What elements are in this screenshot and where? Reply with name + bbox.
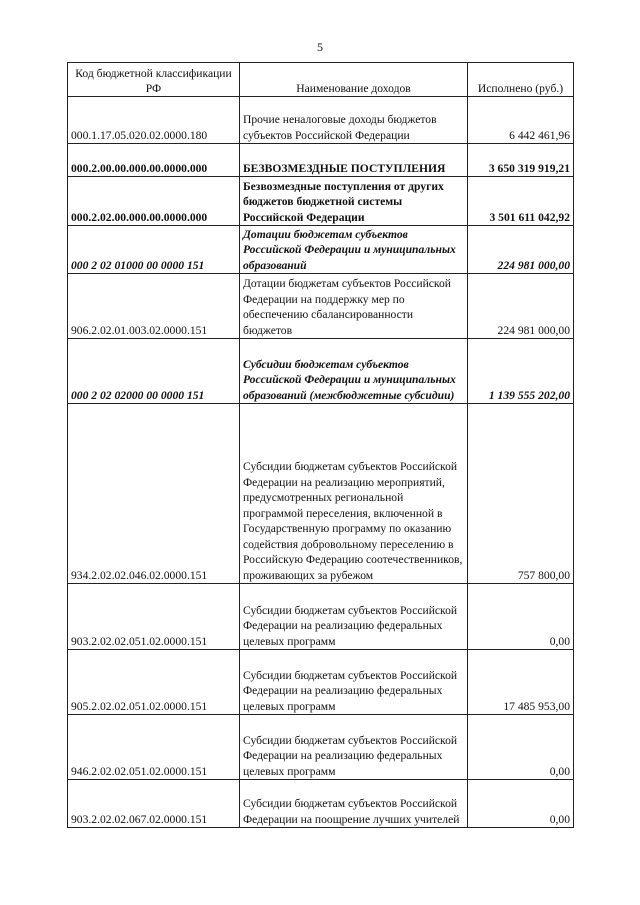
row-name: БЕЗВОЗМЕЗДНЫЕ ПОСТУПЛЕНИЯ (240, 144, 468, 177)
row-sum: 3 501 611 042,92 (468, 177, 574, 226)
row-sum: 0,00 (468, 584, 574, 650)
row-code: 000.2.00.00.000.00.0000.000 (68, 144, 240, 177)
row-name: Безвозмездные поступления от других бюджетов бюджетной системы Российской Федерации (240, 177, 468, 226)
row-sum: 0,00 (468, 715, 574, 780)
row-code: 000.1.17.05.020.02.0000.180 (68, 97, 240, 144)
row-sum: 1 139 555 202,00 (468, 339, 574, 404)
table-row (68, 274, 574, 339)
row-sum: 3 650 319 919,21 (468, 144, 574, 177)
row-code: 903.2.02.02.067.02.0000.151 (68, 780, 240, 828)
row-code: 934.2.02.02.046.02.0000.151 (68, 404, 240, 584)
row-code: 905.2.02.02.051.02.0000.151 (68, 650, 240, 715)
table-row (68, 97, 574, 144)
table-row (68, 650, 574, 715)
row-name: Субсидии бюджетам субъектов Российской Федерации и муниципальных образований (межбюджетные субсидии) (240, 339, 468, 404)
header-sum: Исполнено (руб.) (468, 63, 574, 97)
table-row (68, 226, 574, 274)
table-header-row (68, 63, 574, 97)
table-row (68, 584, 574, 650)
table-row (68, 404, 574, 584)
row-name: Дотации бюджетам субъектов Российской Федерации на поддержку мер по обеспечению сбалансированности бюджетов (240, 274, 468, 339)
row-name: Прочие неналоговые доходы бюджетов субъектов Российской Федерации (240, 97, 468, 144)
row-code: 000 2 02 02000 00 0000 151 (68, 339, 240, 404)
row-name: Субсидии бюджетам субъектов Российской Федерации на реализацию федеральных целевых программ (240, 584, 468, 650)
row-name: Субсидии бюджетам субъектов Российской Федерации на поощрение лучших учителей (240, 780, 468, 828)
row-code: 903.2.02.02.051.02.0000.151 (68, 584, 240, 650)
table-row (68, 339, 574, 404)
row-sum: 0,00 (468, 780, 574, 828)
row-sum: 757 800,00 (468, 404, 574, 584)
row-code: 000 2 02 01000 00 0000 151 (68, 226, 240, 274)
table-row (68, 177, 574, 226)
row-code: 000.2.02.00.000.00.0000.000 (68, 177, 240, 226)
row-code: 946.2.02.02.051.02.0000.151 (68, 715, 240, 780)
page-number: 5 (317, 40, 323, 54)
row-name: Субсидии бюджетам субъектов Российской Федерации на реализацию федеральных целевых программ (240, 715, 468, 780)
row-sum: 17 485 953,00 (468, 650, 574, 715)
row-sum: 224 981 000,00 (468, 274, 574, 339)
row-code: 906.2.02.01.003.02.0000.151 (68, 274, 240, 339)
row-name: Субсидии бюджетам субъектов Российской Федерации на реализацию федеральных целевых программ (240, 650, 468, 715)
row-name: Дотации бюджетам субъектов Российской Федерации и муниципальных образований (240, 226, 468, 274)
header-code: Код бюджетной классификации РФ (68, 63, 240, 97)
row-sum: 6 442 461,96 (468, 97, 574, 144)
header-name: Наименование доходов (240, 63, 468, 97)
revenue-table (67, 62, 574, 828)
row-sum: 224 981 000,00 (468, 226, 574, 274)
row-name: Субсидии бюджетам субъектов Российской Федерации на реализацию мероприятий, предусмотренных региональной программой переселения, включенной в Государственную программу по оказанию содействия добровольному переселению в Российскую Федерацию соотечественников, проживающих за рубежом (240, 404, 468, 584)
table-row (68, 144, 574, 177)
table-row (68, 780, 574, 828)
table-row (68, 715, 574, 780)
